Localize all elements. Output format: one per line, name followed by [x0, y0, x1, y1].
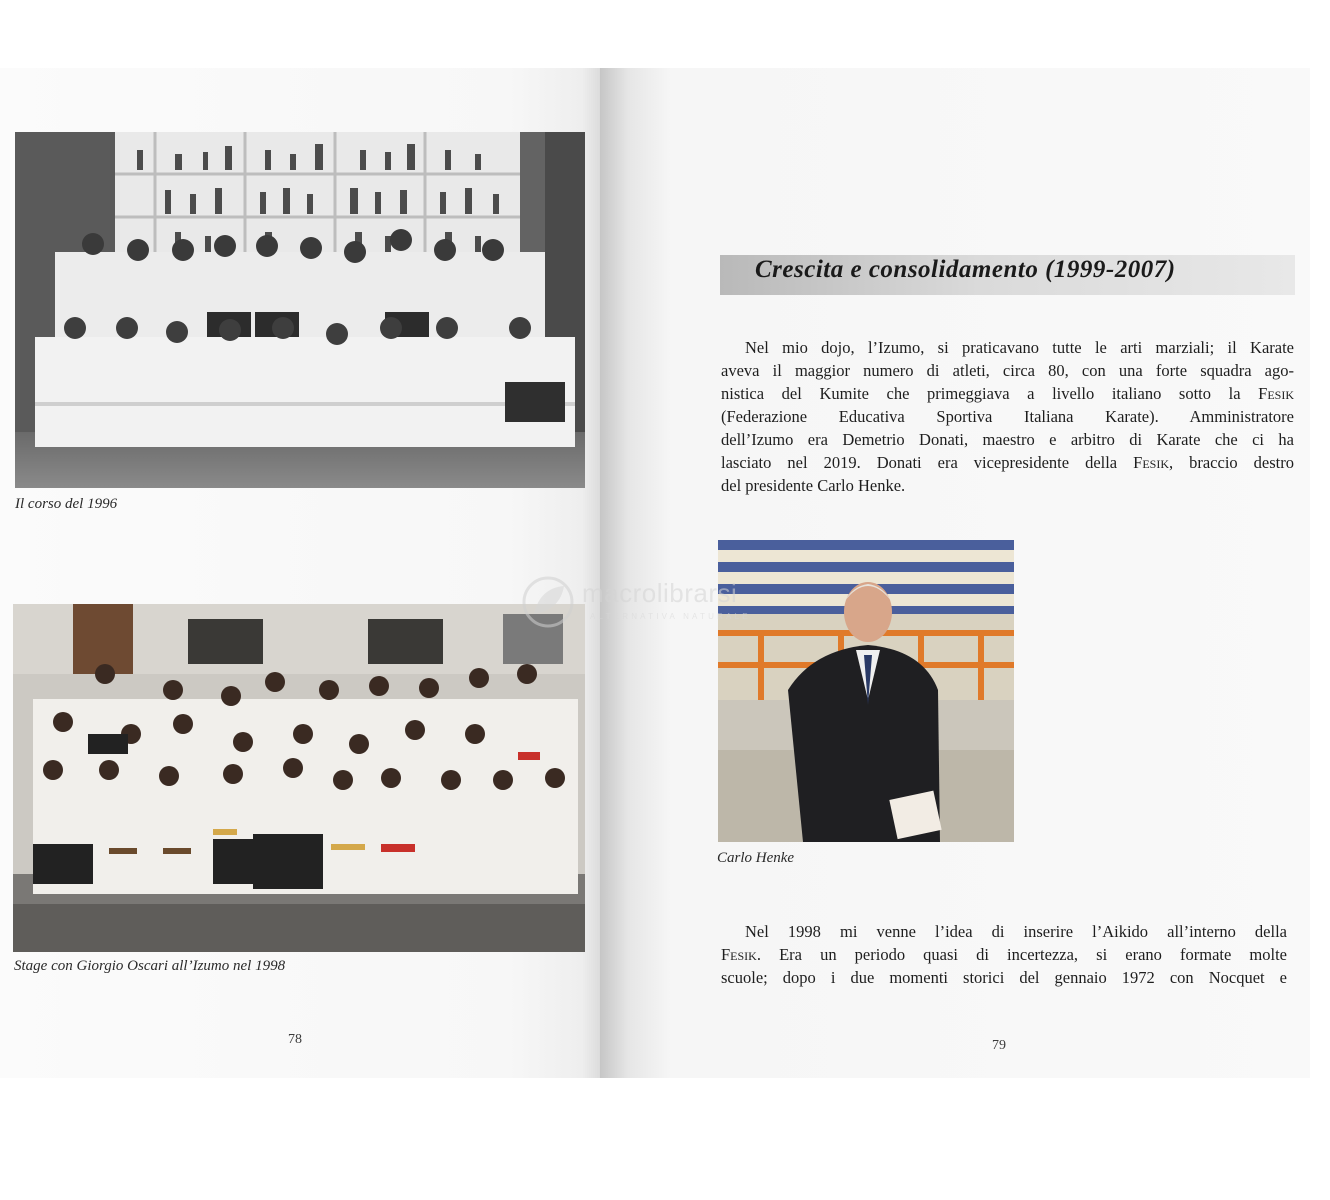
paragraph-2: [721, 920, 1287, 989]
group-photo-1998: [13, 604, 585, 952]
paragraph-line: dell’Izumo era Demetrio Donati, maestro e arbitro di Karate che ci ha: [721, 430, 1294, 449]
fesik-label: Fesik: [1133, 453, 1169, 472]
photo-caption-1998: Stage con Giorgio Oscari all’Izumo nel 1998: [14, 958, 286, 974]
paragraph-line: Nel mio dojo, l’Izumo, si praticavano tutte le arti marziali; il Karate: [745, 338, 1294, 357]
watermark: [520, 572, 820, 632]
paragraph-line-tail: , braccio destro: [1168, 453, 1294, 472]
group-photo-1996: [15, 132, 585, 488]
paragraph-line: (Federazione Educativa Sportiva Italiana Karate). Amministratore: [721, 407, 1294, 426]
paragraph-line-text: nistica del Kumite che primeggiava a livello italiano sotto la: [721, 384, 1259, 403]
paragraph-line: del presidente Carlo Henke.: [721, 476, 906, 495]
watermark-tagline: ALTERNATIVA NATURALE: [590, 612, 751, 621]
paragraph-line: scuole; dopo i due momenti storici del gennaio 1972 con Nocquet e: [721, 968, 1287, 987]
photo-caption-1996: Il corso del 1996: [15, 496, 118, 512]
fesik-label: Fesik: [1258, 384, 1294, 403]
fesik-label: Fesik: [721, 945, 757, 964]
paragraph-line: [721, 943, 1287, 966]
chapter-title: Crescita e consolidamento (1999-2007): [755, 256, 1176, 283]
watermark-brand: macrolibrarsi: [582, 578, 738, 608]
paragraph-line: [721, 382, 1294, 405]
paragraph-line: [721, 451, 1294, 474]
paragraph-1: [721, 336, 1294, 497]
paragraph-line: Nel 1998 mi venne l’idea di inserire l’Aikido all’interno della: [745, 922, 1287, 941]
paragraph-line: aveva il maggior numero di atleti, circa 80, con una forte squadra ago-: [721, 361, 1294, 380]
page-number-left: 78: [288, 1032, 302, 1047]
watermark-leaf-icon: [520, 574, 576, 630]
paragraph-line-text: lasciato nel 2019. Donati era vicepresidente della: [721, 453, 1134, 472]
paragraph-line-text: . Era un periodo quasi di incertezza, si erano formate molte: [756, 945, 1287, 964]
page-number-right: 79: [992, 1038, 1006, 1053]
photo-caption-carlo-henke: Carlo Henke: [717, 850, 795, 866]
